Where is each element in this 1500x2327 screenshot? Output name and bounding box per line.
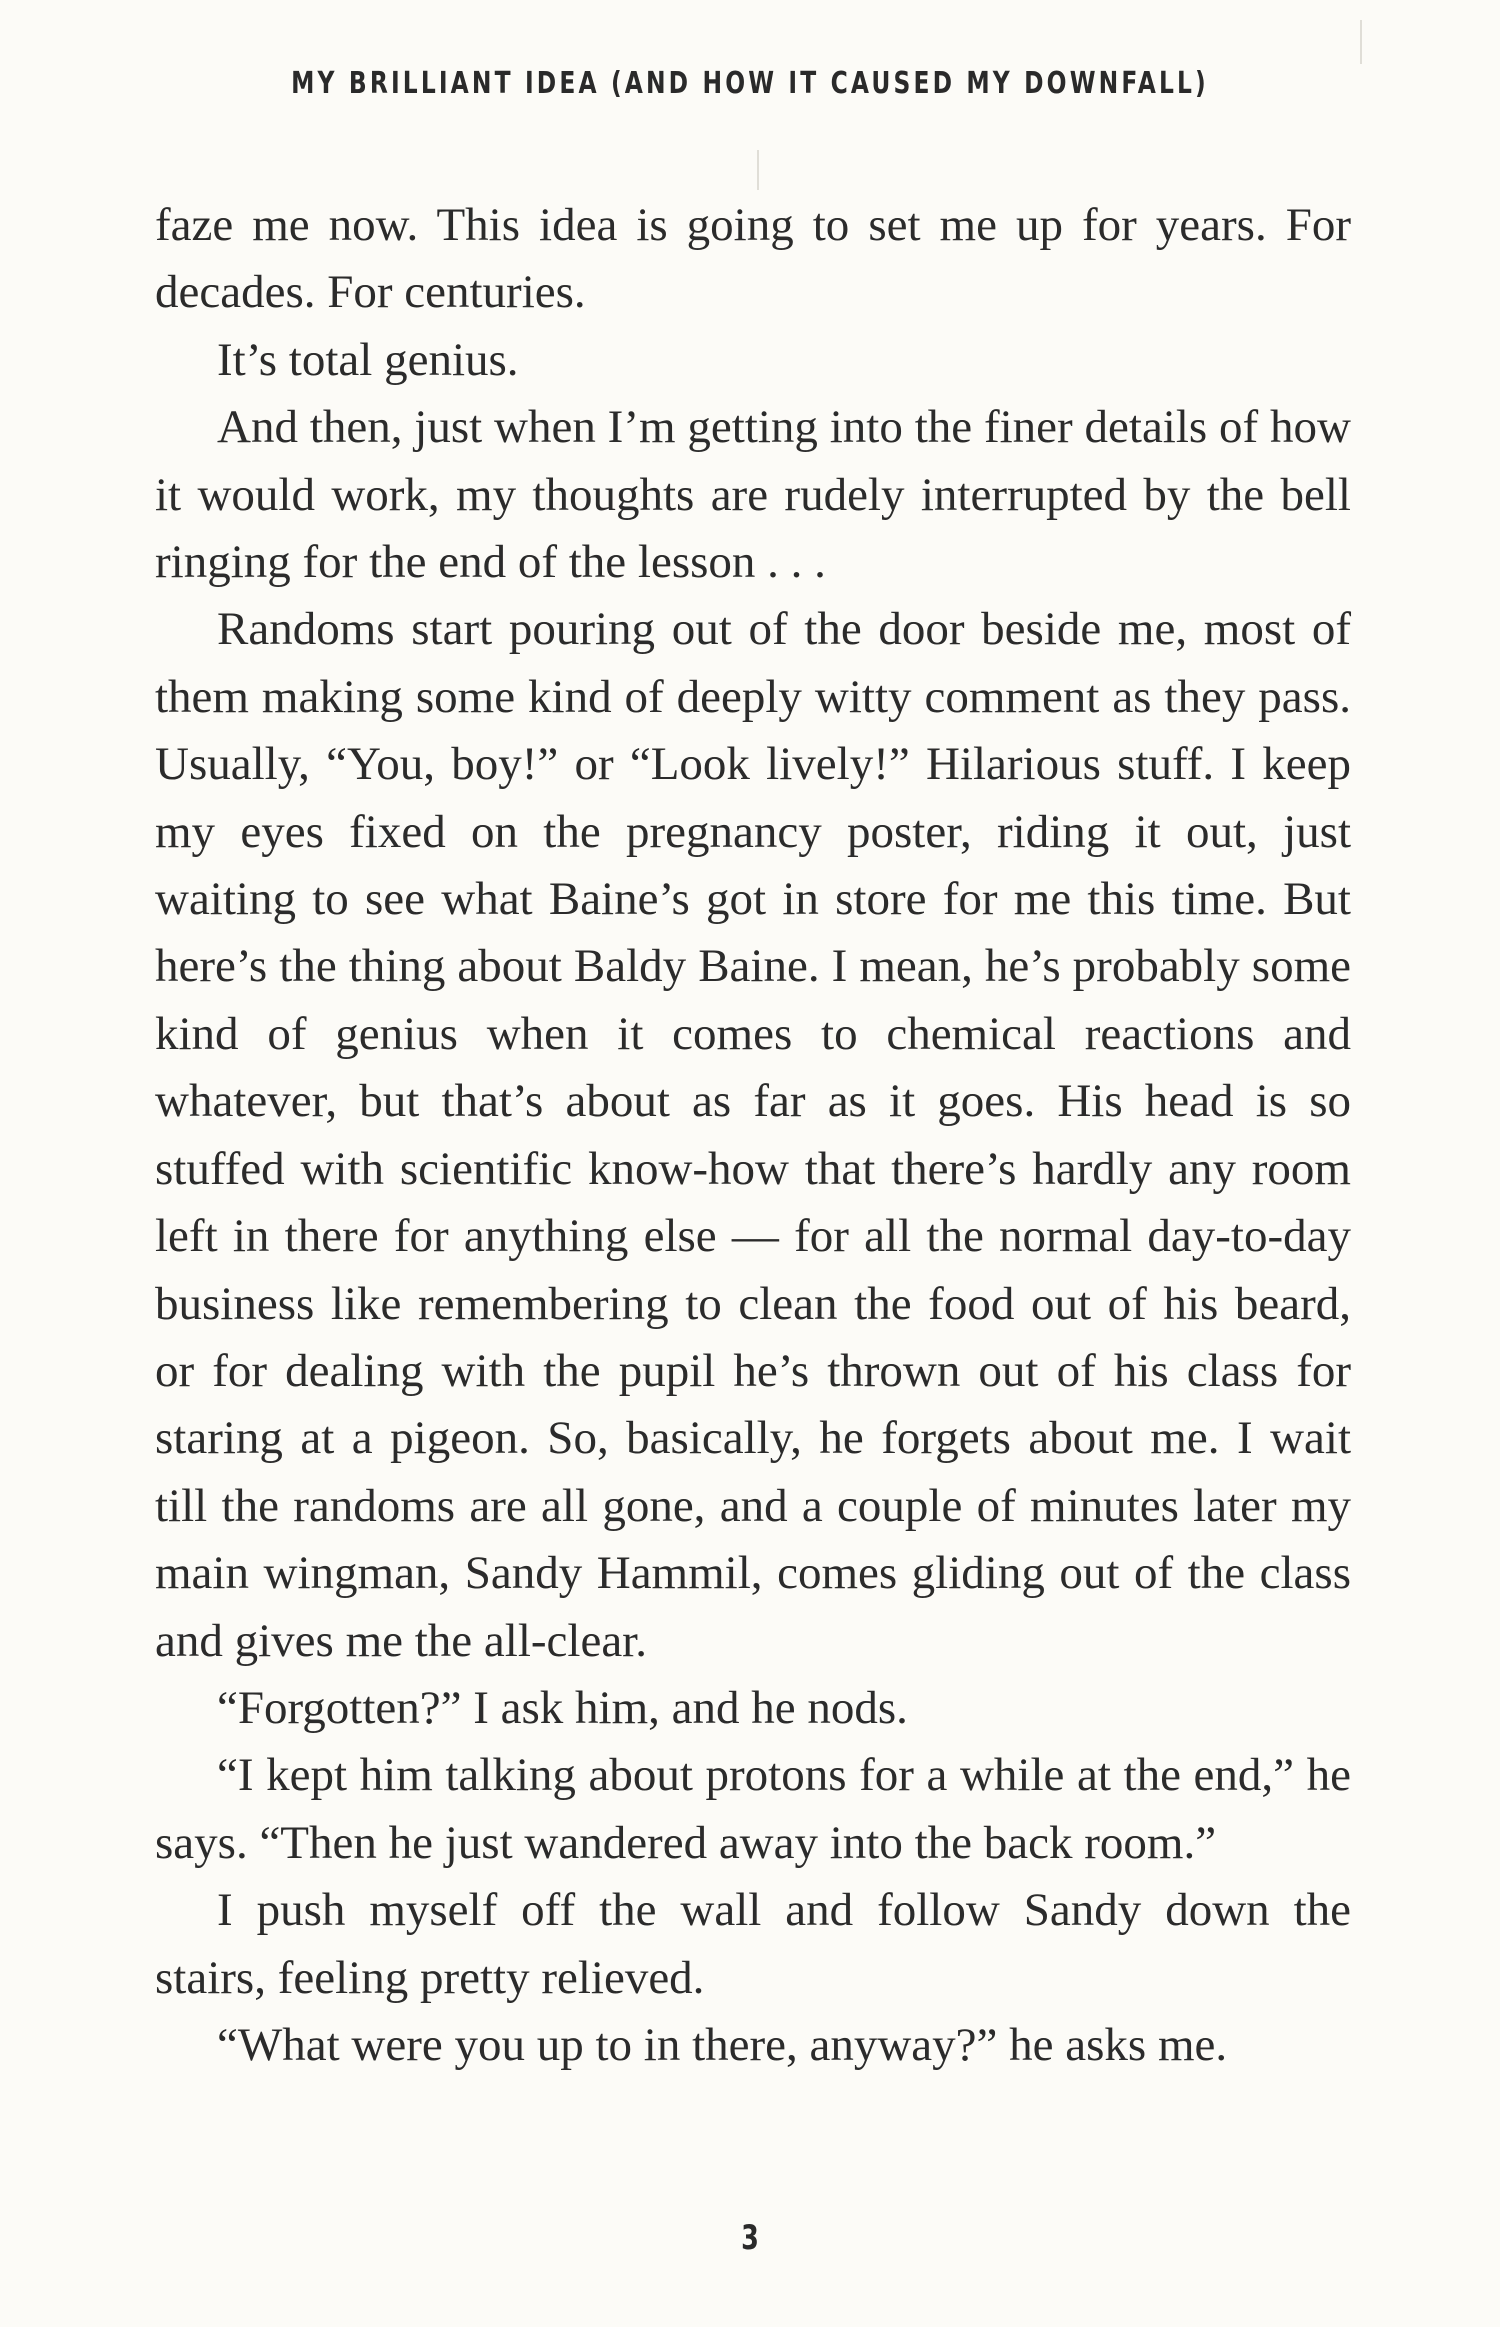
body-text	[155, 192, 1351, 2079]
running-head: MY BRILLIANT IDEA (AND HOW IT CAUSED MY DOWNFALL)	[291, 66, 1209, 101]
paragraph: “What were you up to in there, anyway?” he asks me.	[217, 2018, 1228, 2071]
paragraph: I push myself off the wall and follow Sandy down the stairs, feeling pretty relieved.	[155, 1884, 1351, 2004]
paragraph: It’s total genius.	[217, 333, 519, 386]
scan-artifact	[757, 150, 759, 190]
scan-artifact	[1360, 20, 1362, 64]
page-number: 3	[741, 2218, 759, 2258]
paragraph: And then, just when I’m getting into the finer details of how it would work, my thoughts are rudely interrupted by the bell ringing for the end of the lesson . . .	[155, 401, 1351, 589]
paragraph: faze me now. This idea is going to set me up for years. For decades. For centuries.	[155, 199, 1351, 319]
paragraph: “I kept him talking about protons for a while at the end,” he says. “Then he just wandered away into the back room.”	[155, 1749, 1351, 1869]
paragraph: “Forgotten?” I ask him, and he nods.	[217, 1681, 908, 1734]
paragraph: Randoms start pouring out of the door beside me, most of them making some kind of deeply witty comment as they pass. Usually, “You, boy!” or “Look lively!” Hilarious stuff. I keep my eyes fixed on the pregnancy poster, riding it out, just waiting to see what Baine’s got in store for me this time. But here’s the thing about Baldy Baine. I mean, he’s probably some kind of genius when it comes to chemical reactions and whatever, but that’s about as far as it goes. His head is so stuffed with scientific know-how that there’s hardly any room left in there for anything else — for all the normal day-to-day business like remembering to clean the food out of his beard, or for dealing with the pupil he’s thrown out of his class for staring at a pigeon. So, basically, he forgets about me. I wait till the randoms are all gone, and a couple of minutes later my main wingman, Sandy Hammil, comes gliding out of the class and gives me the all-clear.	[155, 603, 1351, 1667]
